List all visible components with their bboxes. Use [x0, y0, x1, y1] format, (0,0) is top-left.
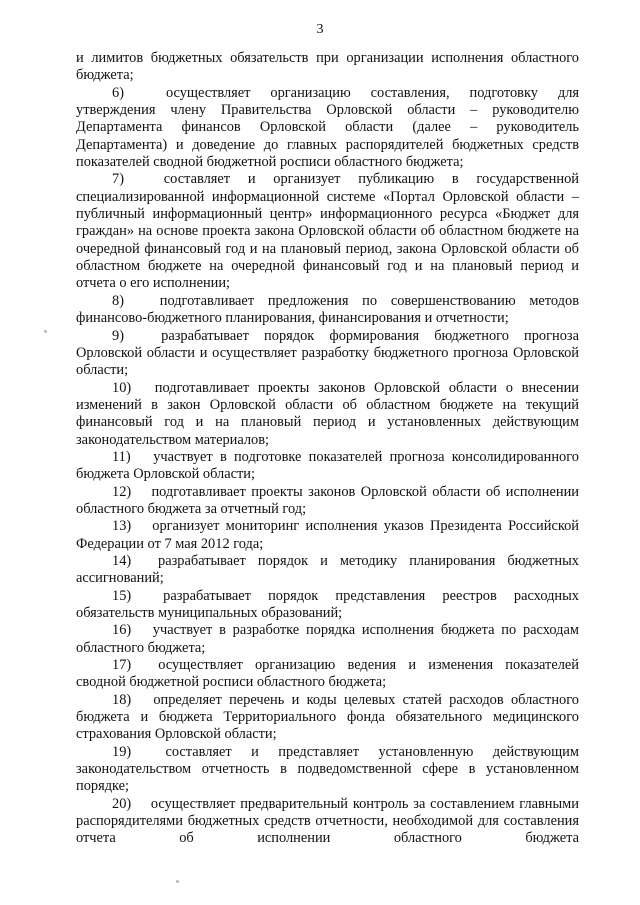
list-item-16: [76, 622, 579, 657]
list-item-17: [76, 657, 579, 692]
item-number: 6): [112, 84, 124, 101]
paragraph-text: осуществляет организацию ведения и изменения показателей сводной бюджетной росписи областного бюджета;: [76, 657, 580, 691]
list-item-8: [76, 293, 579, 328]
item-number: 15): [112, 587, 132, 604]
item-number: 10): [112, 379, 132, 396]
item-number: 8): [112, 292, 124, 309]
list-item-19: [76, 744, 579, 796]
list-item-14: [76, 553, 579, 588]
paragraph-text: осуществляет предварительный контроль за составлением главными распорядителями бюджетных средств отчетности, необходимой для составления отчета об исполнении областного бюджета: [76, 795, 579, 847]
paragraph-text: разрабатывает порядок представления реестров расходных обязательств муниципальных образований;: [76, 587, 579, 621]
item-number: 9): [112, 327, 124, 344]
item-number: 14): [112, 552, 132, 569]
item-number: 19): [112, 743, 132, 760]
list-item-11: [76, 449, 579, 484]
paragraph-text: подготавливает проекты законов Орловской области о внесении изменений в закон Орловской области об областном бюджете на текущий финансовый год и на плановый период и установленных действующим законодательством материалов;: [76, 379, 579, 448]
list-item-7: [76, 171, 579, 292]
paragraph-text: подготавливает предложения по совершенствованию методов финансово-бюджетного планирования, финансирования и отчетности;: [76, 292, 579, 327]
item-number: 20): [112, 795, 132, 812]
paragraph-text: осуществляет организацию составления, подготовку для утверждения члену Правительства Орловской области – руководителю Департамента финансов Орловской области (далее – руководитель Департамента) и доведение до главных распорядителей бюджетных средств показателей сводной бюджетной росписи областного бюджета;: [76, 84, 579, 171]
paragraph-text: составляет и организует публикацию в государственной специализированной информационной системе «Портал Орловской области – публичный информационный центр» информационного ресурса «Бюджет для граждан» на основе проекта закона Орловской области об областном бюджете на очередной финансовый год и на плановый период, закона Орловской области об областном бюджете на очередной финансовый год и на плановый период и отчета о его исполнении;: [76, 171, 579, 292]
list-item-15: [76, 588, 579, 623]
paragraph-text: участвует в подготовке показателей прогноза консолидированного бюджета Орловской области;: [76, 448, 579, 483]
item-number: 18): [112, 691, 132, 708]
list-item-9: [76, 328, 579, 380]
paragraph-text: разрабатывает порядок формирования бюджетного прогноза Орловской области и осуществляет разработку бюджетного прогноза Орловской области;: [76, 327, 579, 379]
item-number: 16): [112, 622, 132, 639]
paragraph-text: разрабатывает порядок и методику планирования бюджетных ассигнований;: [76, 552, 579, 587]
list-item-6: [76, 85, 579, 172]
page-number: 3: [316, 22, 324, 37]
paragraph-text: организует мониторинг исполнения указов Президента Российской Федерации от 7 мая 2012 года;: [76, 518, 579, 552]
paragraph-text: определяет перечень и коды целевых статей расходов областного бюджета и бюджета Территориального фонда обязательного медицинского страхования Орловской области;: [76, 691, 579, 743]
item-number: 17): [112, 657, 132, 674]
item-number: 13): [112, 518, 132, 535]
paragraph-text: составляет и представляет установленную действующим законодательством отчетность в подведомственной сфере в установленном порядке;: [76, 743, 579, 795]
list-item-20: [76, 796, 579, 848]
paragraph-continuation: [76, 50, 579, 85]
item-number: 11): [112, 448, 131, 465]
document-body: [76, 50, 579, 848]
scan-speck: [176, 880, 179, 883]
paragraph-text: и лимитов бюджетных обязательств при организации исполнения областного бюджета;: [76, 50, 579, 84]
scan-speck: [44, 330, 47, 333]
list-item-18: [76, 692, 579, 744]
paragraph-text: подготавливает проекты законов Орловской области об исполнении областного бюджета за отчетный год;: [76, 483, 579, 517]
list-item-12: [76, 484, 579, 519]
item-number: 12): [112, 483, 132, 500]
list-item-10: [76, 380, 579, 449]
item-number: 7): [112, 171, 124, 188]
paragraph-text: участвует в разработке порядка исполнения бюджета по расходам областного бюджета;: [76, 622, 579, 656]
list-item-13: [76, 518, 579, 553]
